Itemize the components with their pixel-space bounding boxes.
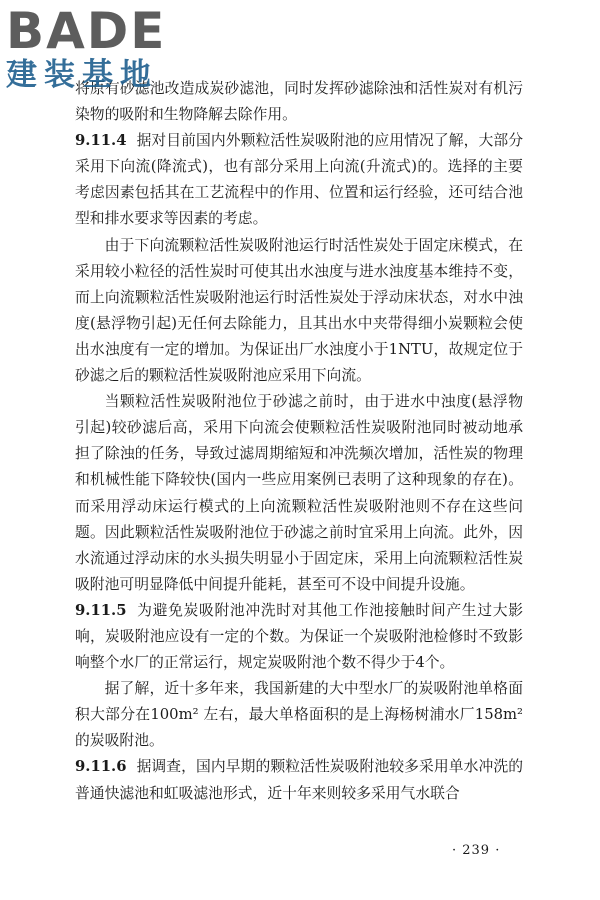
watermark-logo <box>6 2 167 93</box>
page-number: · 239 · <box>452 843 501 858</box>
paragraph-7-text: 据调查，国内早期的颗粒活性炭吸附池较多采用单水冲洗的普通快滤池和虹吸滤池形式，近十年来则较多采用气水联合 <box>75 758 523 802</box>
clause-number: 9.11.5 <box>75 601 127 619</box>
paragraph-6 <box>75 676 523 754</box>
paragraph-6-text: 据了解，近十多年来，我国新建的大中型水厂的炭吸附池单格面积大部分在100m² 左右，最大单格面积的是上海杨树浦水厂158m² 的炭吸附池。 <box>75 680 523 750</box>
paragraph-4 <box>75 389 523 598</box>
paragraph-5 <box>75 598 523 676</box>
logo-brand: BADE <box>6 2 167 60</box>
paragraph-1-text: 将原有砂滤池改造成炭砂滤池，同时发挥砂滤除浊和活性炭对有机污染物的吸附和生物降解去除作用。 <box>75 80 523 124</box>
paragraph-4-text: 当颗粒活性炭吸附池位于砂滤之前时，由于进水中浊度(悬浮物引起)较砂滤后高，采用下向流会使颗粒活性炭吸附池同时被动地承担了除浊的任务，导致过滤周期缩短和冲洗频次增加，活性炭的物理和机械性能下降较快(国内一些应用案例已表明了这种现象的存在)。而采用浮动床运行模式的上向流颗粒活性炭吸附池则不存在这些问题。因此颗粒活性炭吸附池位于砂滤之前时宜采用上向流。此外，因水流通过浮动床的水头损失明显小于固定床，采用上向流颗粒活性炭吸附池可明显降低中间提升能耗，甚至可不设中间提升设施。 <box>75 393 523 593</box>
paragraph-5-text: 为避免炭吸附池冲洗时对其他工作池接触时间产生过大影响，炭吸附池应设有一定的个数。为保证一个炭吸附池检修时不致影响整个水厂的正常运行，规定炭吸附池个数不得少于4个。 <box>75 601 523 672</box>
paragraph-2 <box>75 128 523 232</box>
paragraph-2-text: 据对目前国内外颗粒活性炭吸附池的应用情况了解，大部分采用下向流(降流式)，也有部分采用上向流(升流式)的。选择的主要考虑因素包括其在工艺流程中的作用、位置和运行经验，还可结合池型和排水要求等因素的考虑。 <box>75 132 523 228</box>
body-text <box>75 76 523 807</box>
clause-number: 9.11.4 <box>75 132 127 150</box>
logo-name: 建装基地 <box>6 57 158 93</box>
paragraph-3-text: 由于下向流颗粒活性炭吸附池运行时活性炭处于固定床模式，在采用较小粒径的活性炭时可使其出水浊度与进水浊度基本维持不变，而上向流颗粒活性炭吸附池运行时活性炭处于浮动床状态，对水中浊度(悬浮物引起)无任何去除能力，且其出水中夹带得细小炭颗粒会使出水浊度有一定的增加。为保证出厂水浊度小于1NTU，故规定位于砂滤之后的颗粒活性炭吸附池应采用下向流。 <box>75 236 523 385</box>
paragraph-3 <box>75 233 523 390</box>
paragraph-7 <box>75 754 523 806</box>
clause-number: 9.11.6 <box>75 758 127 776</box>
